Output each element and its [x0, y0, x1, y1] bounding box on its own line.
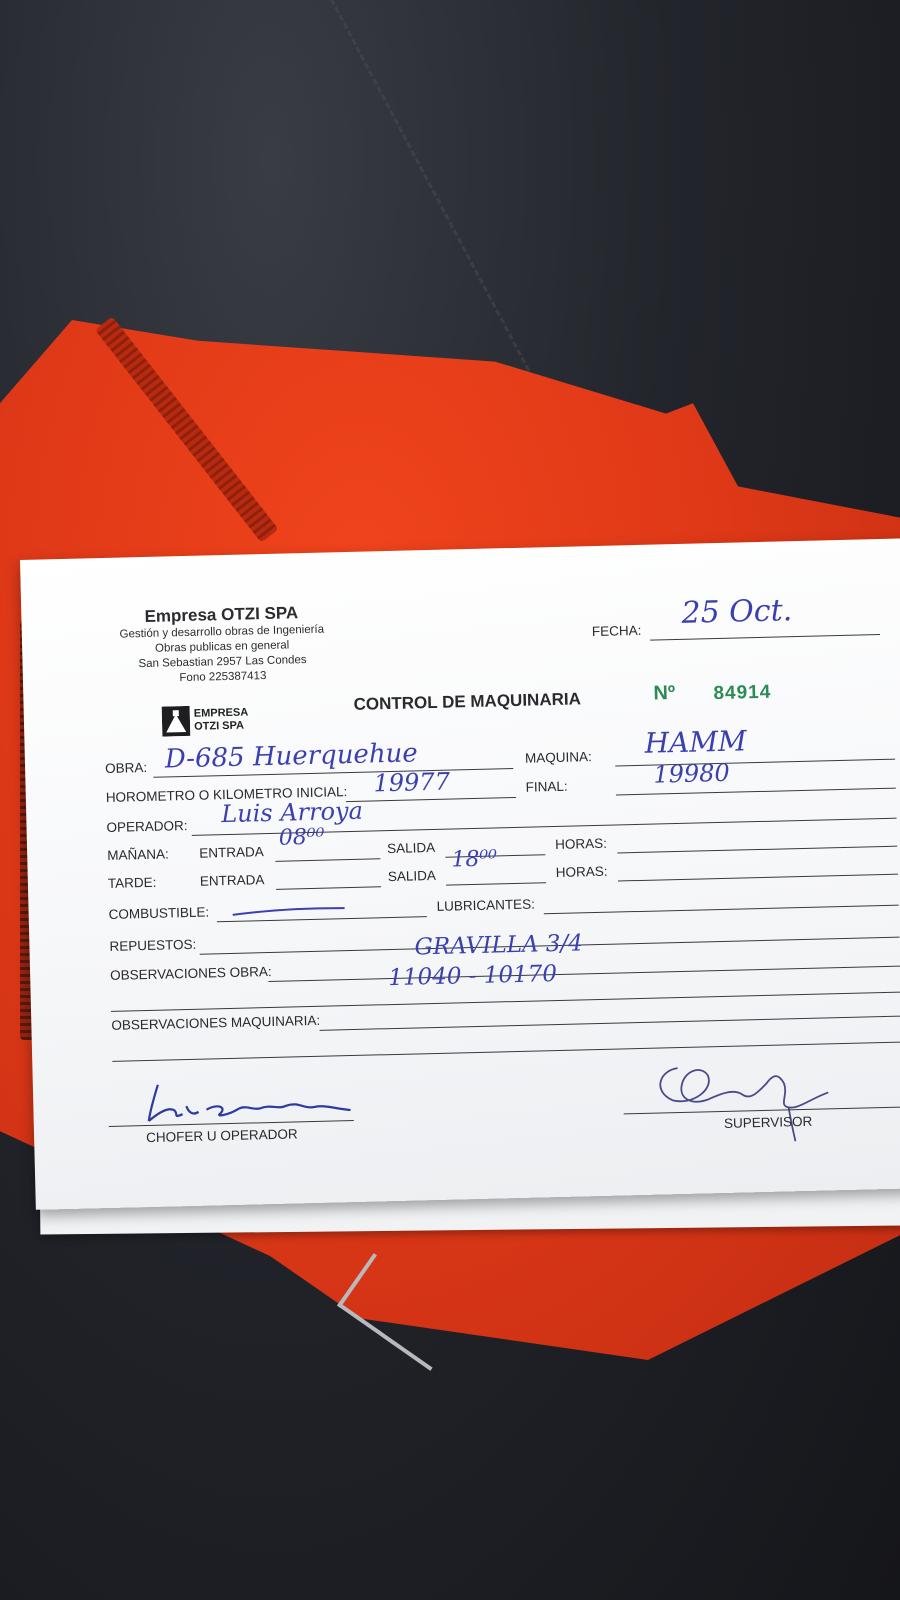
logo-text-line2: OTZI SPA: [193, 719, 245, 733]
tarde-horas-label: HORAS:: [555, 863, 608, 881]
final-value: 19980: [653, 758, 731, 789]
horometro-inicial-line: [346, 797, 516, 802]
tarde-salida-label: SALIDA: [387, 867, 437, 885]
form-number-label: Nº: [653, 682, 676, 705]
observaciones-obra-value-1: GRAVILLA 3/4: [414, 930, 584, 961]
chofer-label: CHOFER U OPERADOR: [145, 1126, 298, 1146]
manana-entrada-value: 08⁰⁰: [278, 824, 325, 851]
repuestos-label: REPUESTOS:: [109, 936, 197, 954]
horometro-inicial-label: HOROMETRO O KILOMETRO INICIAL:: [105, 784, 348, 805]
obra-label: OBRA:: [104, 759, 148, 776]
observaciones-maquinaria-label: OBSERVACIONES MAQUINARIA:: [111, 1012, 321, 1033]
fecha-value: 25 Oct.: [681, 593, 793, 631]
combustible-label: COMBUSTIBLE:: [108, 904, 210, 922]
final-label: FINAL:: [525, 778, 568, 795]
lubricantes-label: LUBRICANTES:: [436, 896, 536, 914]
tarde-salida-line: [446, 882, 546, 885]
observaciones-obra-value-2: 11040 - 10170: [388, 961, 558, 992]
manana-horas-line: [617, 846, 897, 854]
operador-value: Luis Arroya: [220, 796, 364, 829]
company-logo: [162, 704, 273, 743]
company-header: [101, 602, 343, 688]
company-phone: Fono 225387413: [179, 670, 267, 685]
observaciones-obra-line-2: [111, 992, 900, 1012]
manana-entrada-line: [275, 858, 380, 862]
company-works: Obras publicas en general: [154, 639, 290, 655]
company-address: San Sebastian 2957 Las Condes: [138, 654, 307, 671]
maquina-value: HAMM: [644, 724, 748, 760]
lubricantes-line: [544, 905, 899, 915]
combustible-dash-mark: [228, 902, 348, 919]
company-name: Empresa OTZI SPA: [144, 603, 299, 626]
form-number: 84914: [713, 681, 772, 705]
observaciones-obra-label: OBSERVACIONES OBRA:: [109, 963, 272, 983]
manana-salida-label: SALIDA: [386, 839, 436, 857]
logo-text-line1: EMPRESA: [193, 706, 249, 720]
manana-label: MAÑANA:: [107, 846, 169, 863]
final-line: [616, 788, 896, 796]
obra-value: D-685 Huerquehue: [164, 738, 419, 775]
maquina-label: MAQUINA:: [524, 749, 592, 766]
fecha-label: FECHA:: [591, 622, 642, 640]
machinery-control-form: [20, 538, 900, 1210]
form-title: CONTROL DE MAQUINARIA: [353, 689, 582, 714]
fecha-line: [650, 634, 880, 641]
tarde-entrada-label: ENTRADA: [199, 872, 265, 889]
supervisor-label: SUPERVISOR: [723, 1113, 813, 1131]
manana-entrada-label: ENTRADA: [199, 844, 264, 861]
logo-mark-icon: [162, 706, 191, 737]
tarde-entrada-line: [276, 886, 381, 890]
operador-label: OPERADOR:: [106, 817, 188, 835]
tarde-horas-line: [618, 874, 898, 882]
manana-horas-label: HORAS:: [554, 835, 608, 853]
company-tagline: Gestión y desarrollo obras de Ingeniería: [119, 623, 325, 641]
horometro-inicial-value: 19977: [373, 767, 451, 798]
observaciones-obra-line: [268, 966, 900, 982]
observaciones-maquinaria-line: [320, 1016, 900, 1031]
tarde-label: TARDE:: [107, 874, 157, 891]
operator-signature: [128, 1072, 359, 1128]
supervisor-signature: [637, 1052, 849, 1147]
tarde-salida-value: 18⁰⁰: [451, 846, 498, 873]
